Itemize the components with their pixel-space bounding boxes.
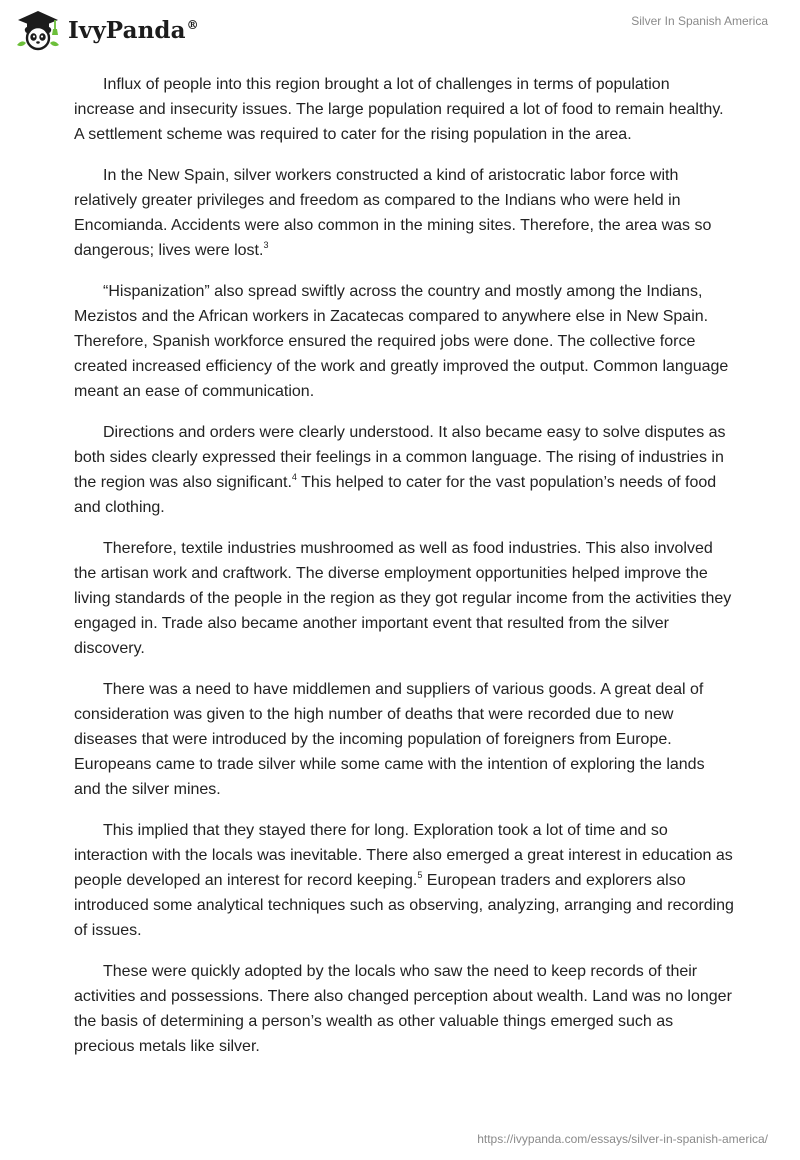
paragraph: Therefore, textile industries mushroomed as well as food industries. This also involved the artisan work and craftwork. The diverse employment opportunities helped improve the living standards of the people in the region as they got regular income from the activities they engaged in. Trade also became another important event that resulted from the silver discovery. [74, 540, 732, 657]
paragraph: Influx of people into this region brought a lot of challenges in terms of population increase and insecurity issues. The large population required a lot of food to remain healthy. A settlement scheme was required to cater for the rising population in the area. [74, 76, 724, 143]
brand-name: IvyPanda® [68, 16, 199, 44]
footnote-ref[interactable]: 3 [263, 240, 269, 250]
footnote-ref[interactable]: 5 [417, 870, 423, 880]
paragraph: There was a need to have middlemen and suppliers of various goods. A great deal of consideration was given to the high number of deaths that were recorded due to new diseases that were introduced by the incoming population of foreigners from Europe. Europeans came to trade silver while some came with the intention of exploring the lands and the silver mines. [74, 681, 705, 798]
source-url[interactable]: https://ivypanda.com/essays/silver-in-spanish-america/ [477, 1132, 768, 1146]
paragraph: These were quickly adopted by the locals who saw the need to keep records of their activities and possessions. There also changed perception about wealth. Land was no longer the basis of determining a person’s wealth as other valuable things emerged such as precious metals like silver. [74, 963, 732, 1055]
paragraph: This implied that they stayed there for long. Exploration took a lot of time and so interaction with the locals was inevitable. There also emerged a great interest in education as people developed an interest for record keeping.$^5$ European traders and explorers also introduced some analytical techniques such as observing, analyzing, arranging and recording of issues. [74, 822, 734, 939]
paragraph: In the New Spain, silver workers constructed a kind of aristocratic labor force with relatively greater privileges and freedom as compared to the Indians who were held in Encomianda. Accidents were also common in the mining sites. Therefore, the area was so dangerous; lives were lost.$^3$ [74, 167, 712, 259]
ivypanda-logo[interactable] [14, 8, 199, 52]
panda-graduation-cap-icon [14, 9, 62, 51]
essay-body [74, 72, 734, 1075]
paragraph: Directions and orders were clearly understood. It also became easy to solve disputes as both sides clearly expressed their feelings in a common language. The rising of industries in the region was also significant.$^4$ This helped to cater for the vast population’s needs of food and clothing. [74, 424, 726, 516]
document-title: Silver In Spanish America [631, 14, 768, 28]
registered-mark: ® [186, 17, 199, 32]
footnote-ref[interactable]: 4 [291, 472, 297, 482]
paragraph: “Hispanization” also spread swiftly across the country and mostly among the Indians, Mezistos and the African workers in Zacatecas compared to anywhere else in New Spain. Therefore, Spanish workforce ensured the required jobs were done. The collective force created increased efficiency of the work and greatly improved the output. Common language meant an ease of communication. [74, 283, 729, 400]
page-header [0, 0, 800, 64]
